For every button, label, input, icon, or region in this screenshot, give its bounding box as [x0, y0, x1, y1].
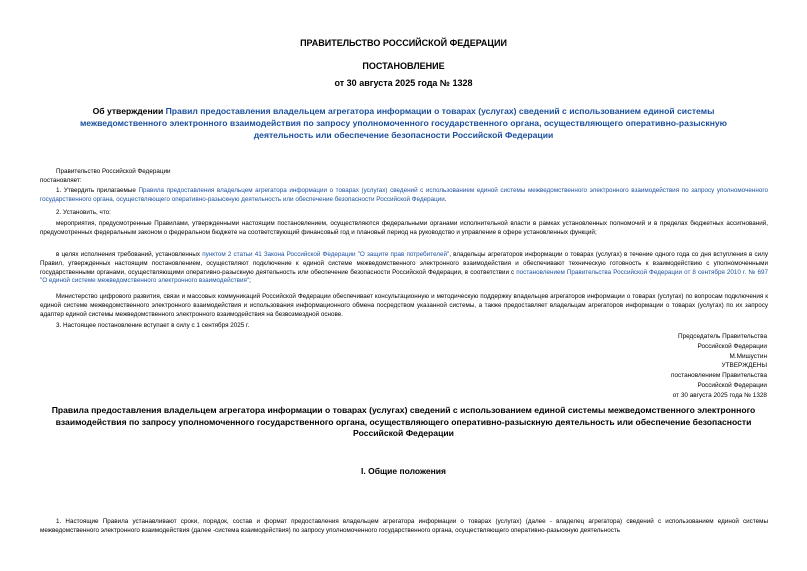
section-heading: I. Общие положения	[361, 466, 446, 476]
approval-word: УТВЕРЖДЕНЫ	[721, 362, 767, 370]
approval-line-2: Российской Федерации	[697, 381, 767, 389]
signature-position-2: Российской Федерации	[697, 342, 767, 350]
paragraph-2c: Министерство цифрового развития, связи и массовых коммуникаций Российской Федерации обеспечивает консультационную и методическую поддержку владельцев агрегаторов информации о товарах (услугах) по вопросам подключения к единой системе межведомственного электронного взаимодействия и использования информационного обмена посредством указанной системы, а также предоставляет владельцам агрегаторов информации о товарах (услугах) по их запросу адаптер единой системы межведомственного электронного взаимодействия на безвозмездной основе.	[40, 293, 768, 318]
intro-line-1: Правительство Российской Федерации	[56, 168, 171, 175]
paragraph-2a: мероприятия, предусмотренные Правилами, утвержденными настоящим постановлением, осуществляются федеральными органами исполнительной власти в рамках установленных полномочий и в пределах бюджетных ассигнований, предусмотренных федеральным законом о федеральном бюджете на соответствующий финансовый год и плановый период на руководство и управление в сфере установленных функций;	[40, 220, 768, 236]
doc-type-heading: ПОСТАНОВЛЕНИЕ	[362, 61, 445, 71]
paragraph-2: 2. Установить, что:	[56, 209, 111, 216]
approval-line-1: постановлением Правительства	[671, 372, 767, 380]
rules-link[interactable]: Правила предоставления владельцем агрегатора информации о товарах (услугах) сведений с использованием единой системы межведомственного электронного взаимодействия по запросу уполномоченного государственного органа, осуществляющего оперативно-разыскную деятельность или обеспечение безопасности Российской Федерации	[40, 187, 769, 203]
consumer-law-link[interactable]: пунктом 2 статьи 41 Закона Российской Федерации "О защите прав потребителей"	[202, 251, 450, 258]
rules-title: Правила предоставления владельцем агрегатора информации о товарах (услугах) сведений с использованием единой системы межведомственного электронного взаимодействия по запросу уполномоченного государственного органа, осуществляющего оперативно-разыскную деятельность или обеспечение безопасности Российской Федерации	[51, 405, 756, 439]
paragraph-2b-middle: , владельцы агрегаторов информации о товарах (услугах) в течение одного года со дня вступления в силу Правил, утвержденных настоящим постановлением, осуществляют подключение к единой системе межведомственного электронного взаимодействия и обеспечивают техническую готовность к взаимодействию с уполномоченными государственными органами, осуществляющими оперативно-разыскную деятельность или обеспечение безопасности Российской Федерации, в соответствии с	[40, 251, 768, 276]
signature-position-1: Председатель Правительства	[678, 333, 767, 340]
document-title	[60, 105, 747, 141]
paragraph-3: 3. Настоящее постановление вступает в силу с 1 сентября 2025 г.	[56, 322, 250, 329]
title-link[interactable]: Правил предоставления владельцем агрегатора информации о товарах (услугах) сведений с использованием единой системы межведомственного электронного взаимодействия по запросу уполномоченного государственного органа, осуществляющего оперативно-разыскную деятельность или обеспечение безопасности Российской Федерации	[79, 106, 728, 140]
intro-line-2: постановляет:	[40, 177, 82, 184]
paragraph-2b-end: ;	[249, 277, 251, 285]
paragraph-1-end: .	[444, 195, 447, 203]
resolution-697-link[interactable]: постановлением Правительства Российской Федерации от 8 сентября 2010 г. № 697 "О единой системе межведомственного электронного взаимодействия"	[40, 268, 768, 285]
date-line: от 30 августа 2025 года № 1328	[334, 78, 473, 88]
government-heading: ПРАВИТЕЛЬСТВО РОССИЙСКОЙ ФЕДЕРАЦИИ	[300, 38, 507, 48]
paragraph-1	[40, 187, 768, 205]
title-prefix: Об утверждении	[92, 106, 166, 116]
paragraph-1-start: 1. Утвердить прилагаемые	[56, 187, 139, 194]
rules-paragraph-1: 1. Настоящие Правила устанавливают сроки, порядок, состав и формат предоставления владельцем агрегатора информации о товарах (услугах) (далее - владелец агрегатора) сведений с использованием единой системы межведомственного электронного взаимодействия (далее -система взаимодействия) по запросу уполномоченного государственного органа, осуществляющего оперативно-разыскную деятельность	[40, 518, 768, 534]
approval-line-3: от 30 августа 2025 года № 1328	[672, 391, 767, 399]
paragraph-2b-start: в целях исполнения требований, установленных	[56, 251, 203, 258]
signature-block	[547, 332, 767, 401]
signature-name: М.Мишустин	[729, 352, 767, 360]
paragraph-2b	[40, 251, 768, 286]
